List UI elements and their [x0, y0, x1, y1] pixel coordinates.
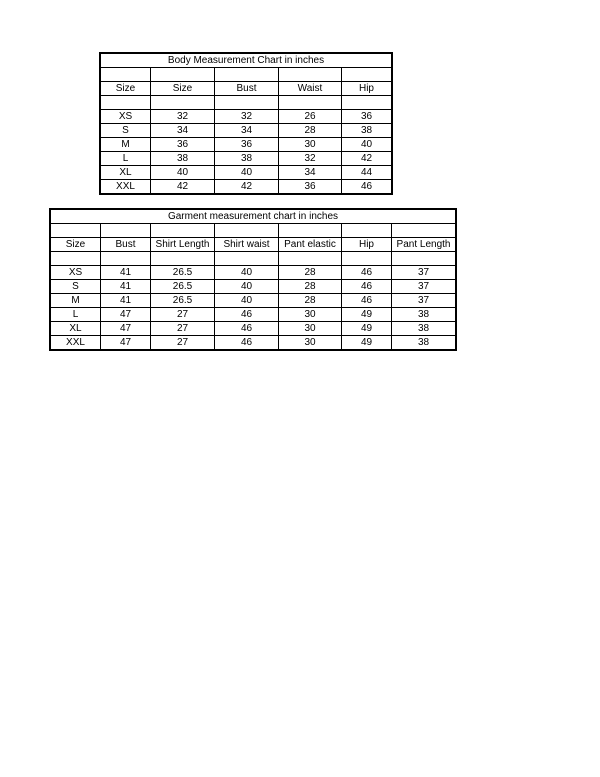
column-header: Bust — [101, 238, 151, 252]
table-row — [51, 322, 456, 336]
table-cell: XXL — [101, 180, 151, 194]
table-cell: 38 — [342, 124, 392, 138]
table-cell: 28 — [279, 280, 342, 294]
blank-row — [51, 224, 456, 238]
table-cell: 41 — [101, 266, 151, 280]
table-cell: 37 — [392, 294, 456, 308]
header-row — [101, 82, 392, 96]
table-cell: 46 — [342, 280, 392, 294]
table-cell: 30 — [279, 308, 342, 322]
table-cell: 40 — [342, 138, 392, 152]
table-row — [101, 124, 392, 138]
table-cell: 38 — [215, 152, 279, 166]
table-cell: 36 — [151, 138, 215, 152]
table-cell: 42 — [342, 152, 392, 166]
table-cell: XL — [101, 166, 151, 180]
column-header: Hip — [342, 238, 392, 252]
table-cell: 40 — [215, 280, 279, 294]
table-cell: 49 — [342, 308, 392, 322]
column-header: Bust — [215, 82, 279, 96]
table-cell: 26 — [279, 110, 342, 124]
body-table-rows — [101, 110, 392, 194]
table-cell: 28 — [279, 266, 342, 280]
header-row — [51, 238, 456, 252]
table-cell: 46 — [215, 308, 279, 322]
column-header: Size — [101, 82, 151, 96]
column-header: Pant Length — [392, 238, 456, 252]
table-cell: 30 — [279, 336, 342, 350]
table-row — [101, 110, 392, 124]
table-cell: 27 — [151, 308, 215, 322]
column-header: Shirt waist — [215, 238, 279, 252]
table-cell: 42 — [151, 180, 215, 194]
table-cell: 38 — [392, 308, 456, 322]
table-cell: 47 — [101, 308, 151, 322]
table-cell: 27 — [151, 322, 215, 336]
table-cell: L — [51, 308, 101, 322]
table-cell: L — [101, 152, 151, 166]
column-header: Pant elastic — [279, 238, 342, 252]
table-row — [101, 180, 392, 194]
table-cell: S — [51, 280, 101, 294]
table-cell: 40 — [215, 294, 279, 308]
table-cell: 40 — [215, 266, 279, 280]
column-header: Waist — [279, 82, 342, 96]
garment-measurement-table — [50, 209, 456, 350]
table-cell: 32 — [279, 152, 342, 166]
table-cell: 27 — [151, 336, 215, 350]
table-cell: 34 — [279, 166, 342, 180]
table-title-row — [51, 210, 456, 224]
table-cell: 26.5 — [151, 294, 215, 308]
table-cell: 42 — [215, 180, 279, 194]
table-cell: 36 — [279, 180, 342, 194]
blank-row — [51, 252, 456, 266]
body-table-title: Body Measurement Chart in inches — [101, 54, 392, 68]
table-cell: 36 — [215, 138, 279, 152]
table-row — [101, 152, 392, 166]
table-cell: M — [51, 294, 101, 308]
column-header: Size — [151, 82, 215, 96]
table-cell: 32 — [215, 110, 279, 124]
blank-row — [101, 96, 392, 110]
table-cell: 47 — [101, 336, 151, 350]
table-cell: 40 — [215, 166, 279, 180]
table-cell: 36 — [342, 110, 392, 124]
table-cell: 28 — [279, 124, 342, 138]
table-cell: 38 — [392, 322, 456, 336]
garment-table-title: Garment measurement chart in inches — [51, 210, 456, 224]
column-header: Hip — [342, 82, 392, 96]
table-cell: 46 — [342, 294, 392, 308]
table-cell: 38 — [151, 152, 215, 166]
body-measurement-table — [100, 53, 392, 194]
table-title-row — [101, 54, 392, 68]
table-cell: XL — [51, 322, 101, 336]
column-header: Size — [51, 238, 101, 252]
table-cell: 49 — [342, 336, 392, 350]
table-cell: 26.5 — [151, 266, 215, 280]
table-cell: 37 — [392, 280, 456, 294]
table-cell: 46 — [342, 180, 392, 194]
table-cell: 46 — [215, 322, 279, 336]
table-cell: 28 — [279, 294, 342, 308]
table-cell: 44 — [342, 166, 392, 180]
table-row — [51, 308, 456, 322]
table-cell: 32 — [151, 110, 215, 124]
table-cell: S — [101, 124, 151, 138]
table-row — [51, 266, 456, 280]
table-cell: 26.5 — [151, 280, 215, 294]
blank-row — [101, 68, 392, 82]
table-cell: 38 — [392, 336, 456, 350]
table-row — [101, 166, 392, 180]
table-cell: 41 — [101, 280, 151, 294]
table-cell: 40 — [151, 166, 215, 180]
table-cell: XS — [101, 110, 151, 124]
table-cell: 37 — [392, 266, 456, 280]
table-cell: 34 — [151, 124, 215, 138]
table-row — [51, 294, 456, 308]
table-cell: 46 — [342, 266, 392, 280]
table-cell: 30 — [279, 138, 342, 152]
column-header: Shirt Length — [151, 238, 215, 252]
table-cell: 41 — [101, 294, 151, 308]
table-row — [51, 336, 456, 350]
table-cell: 30 — [279, 322, 342, 336]
table-cell: 46 — [215, 336, 279, 350]
table-cell: 34 — [215, 124, 279, 138]
table-row — [101, 138, 392, 152]
table-cell: M — [101, 138, 151, 152]
table-cell: 49 — [342, 322, 392, 336]
table-row — [51, 280, 456, 294]
table-cell: XXL — [51, 336, 101, 350]
table-cell: XS — [51, 266, 101, 280]
table-cell: 47 — [101, 322, 151, 336]
garment-table-rows — [51, 266, 456, 350]
